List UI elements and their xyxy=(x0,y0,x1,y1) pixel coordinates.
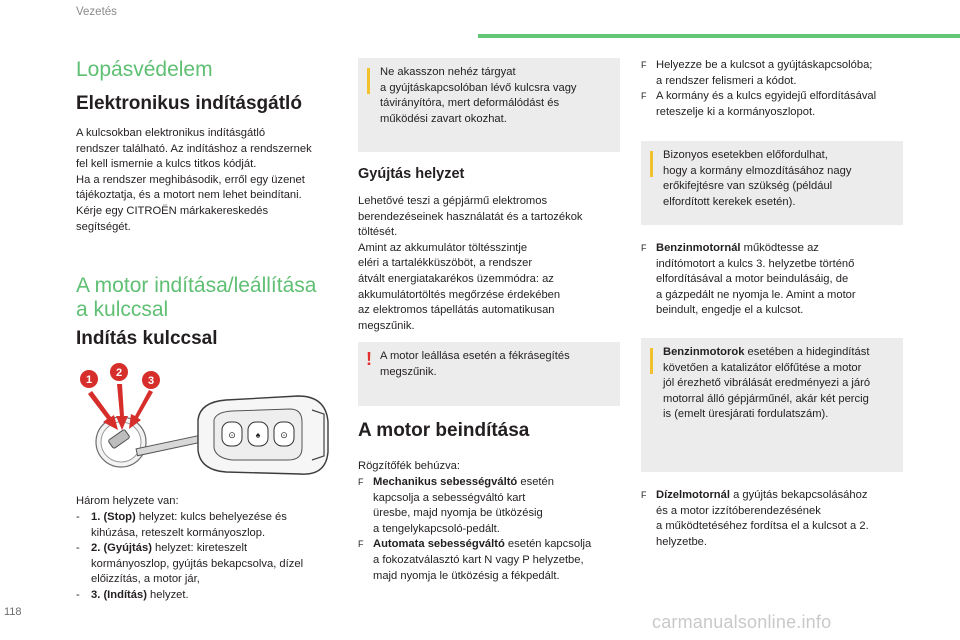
position-text: helyzet: kulcs behelyezése és kihúzása, reteszelt kormányoszlop. xyxy=(91,511,287,539)
info-bar-icon xyxy=(650,348,653,374)
position-item xyxy=(76,510,346,541)
engine-start-intro: Rögzítőfék behúzva: xyxy=(358,460,460,472)
dash-marker: - xyxy=(76,511,80,523)
dash-marker: - xyxy=(76,588,80,601)
key-insert-list xyxy=(641,58,911,120)
positions-intro: Három helyzete van: xyxy=(76,495,179,507)
bullet-icon: F xyxy=(641,91,647,102)
info-box-text: Bizonyos esetekben előfordulhat, hogy a kormány elmozdításához nagy erőkifejtésre van szükség (például elfordított kerekek esetén). xyxy=(663,149,852,208)
info-box-text xyxy=(663,345,895,423)
dash-marker: - xyxy=(76,542,80,555)
item-text: esetén kapcsolja a sebességváltó kart üresbe, majd nyomja be ütközésig a tengelykapcsoló-pedált. xyxy=(373,476,554,535)
svg-text:⊙: ⊙ xyxy=(280,430,288,440)
item-text: esetén kapcsolja a fokozatválasztó kart N vagy P helyzetbe, majd nyomja le ütközésig a fékpedált. xyxy=(373,538,592,582)
position-text: helyzet: kireteszelt kormányoszlop, gyújtás bekapcsolva, dízel előizzítás, a motor jár, xyxy=(91,542,304,586)
list-item xyxy=(641,241,911,319)
page-number: 118 xyxy=(4,606,22,618)
watermark: carmanualsonline.info xyxy=(652,612,832,632)
bullet-icon: F xyxy=(641,60,647,70)
item-label: Benzinmotornál xyxy=(656,242,741,254)
position-item xyxy=(76,541,346,588)
warning-box-brake-assist xyxy=(358,342,620,406)
position-badge-2 xyxy=(110,363,128,381)
item-label: Mechanikus sebességváltó xyxy=(373,476,518,488)
immobiliser-text: A kulcsokban elektronikus indításgátló rendszer található. Az indításhoz a rendszernek fel kell ismernie a kulcs titkos kódját. Ha a rendszer meghibásodik, erről egy üzenet tájékoztatja, és a motort nem lehet beindítani. Kérje egy CITROËN márkakereskedés segítségét. xyxy=(76,127,312,233)
section-color-bar xyxy=(478,34,960,38)
info-box-text: Ne akasszon nehéz tárgyat a gyújtáskapcsolóban lévő kulcsra vagy távirányítóra, mert deformálódást és működési zavart okozhat. xyxy=(380,66,577,125)
position-arrows xyxy=(88,384,153,430)
heading-start-with-key: Indítás kulccsal xyxy=(76,328,218,349)
item-text: A kormány és a kulcs egyidejű elfordításával reteszelje ki a kormányoszlopot. xyxy=(656,90,877,118)
badge-3-label: 3 xyxy=(147,375,155,387)
diesel-start-list xyxy=(641,488,911,550)
position-label: 2. (Gyújtás) xyxy=(91,542,152,555)
ignition-text: Lehetővé teszi a gépjármű elektromos berendezéseinek használatát és a tartozékok töltését. Amint az akkumulátor töltésszintje eléri a tartalékküszöböt, a rendszer átvált energiatakarékos üzemmódra: az akkumulátortöltés megőrzése érdekében az elektromos tápellátás automatikusan megszűnik. xyxy=(358,195,583,332)
item-text: Helyezze be a kulcsot a gyújtáskapcsolóba; a rendszer felismeri a kódot. xyxy=(656,59,873,87)
item-text: a gyújtás bekapcsolásához és a motor izzítóberendezésének a működtetéséhez fordítsa el a kulcsot a 2. helyzetbe. xyxy=(656,489,869,548)
heading-electronic-immobiliser: Elektronikus indításgátló xyxy=(76,93,302,114)
list-item xyxy=(358,475,628,537)
info-label: Benzinmotorok xyxy=(663,346,745,358)
section-title-start-stop-text: A motor indítása/leállítása a kulccsal xyxy=(76,274,317,321)
list-item xyxy=(641,89,911,120)
heading-engine-start: A motor beindítása xyxy=(358,420,530,441)
item-label: Automata sebességváltó xyxy=(373,538,505,551)
engine-start-list xyxy=(358,475,628,584)
position-badge-1 xyxy=(80,370,98,388)
key-ignition-figure xyxy=(76,360,348,478)
position-label: 1. (Stop) xyxy=(91,511,136,523)
bullet-icon: F xyxy=(358,539,364,550)
item-label: Dízelmotornál xyxy=(656,489,730,501)
info-box-steering-effort xyxy=(641,141,903,225)
heading-ignition-position: Gyújtás helyzet xyxy=(358,166,465,182)
badge-2-label: 2 xyxy=(115,367,123,379)
bullet-icon: F xyxy=(358,477,364,487)
svg-text:⊙: ⊙ xyxy=(228,430,236,440)
info-box-catalyst-preheat xyxy=(641,338,903,472)
section-label: Vezetés xyxy=(76,6,117,18)
position-item xyxy=(76,588,346,604)
positions-list xyxy=(76,510,346,604)
item-text: működtesse az indítómotort a kulcs 3. helyzetbe történő elfordításával a motor beindulásáig, de a gázpedált ne nyomja le. Amint a motor beindult, engedje el a kulcsot. xyxy=(656,242,856,317)
position-badge-3 xyxy=(142,371,160,389)
bullet-icon: F xyxy=(641,243,647,253)
bullet-icon: F xyxy=(641,490,647,500)
warning-icon: ! xyxy=(366,349,372,369)
badge-1-label: 1 xyxy=(85,374,93,386)
position-text: helyzet. xyxy=(146,588,189,601)
info-bar-icon xyxy=(367,68,370,94)
position-label: 3. (Indítás) xyxy=(91,588,147,601)
section-title-anti-theft: Lopásvédelem xyxy=(76,58,213,81)
list-item xyxy=(358,537,628,584)
list-item xyxy=(641,58,911,89)
svg-text:♠: ♠ xyxy=(255,430,261,440)
warning-box-text: A motor leállása esetén a fékrásegítés megszűnik. xyxy=(380,350,570,378)
info-box-heavy-objects xyxy=(358,58,620,152)
info-bar-icon xyxy=(650,151,653,177)
list-item xyxy=(641,488,911,550)
petrol-start-list xyxy=(641,241,911,319)
key-remote-icon xyxy=(136,396,328,474)
section-title-start-stop xyxy=(76,274,316,322)
info-text: esetében a hidegindítást követően a katalizátor előfűtése a motor jól érezhető vibrálását eredményezi a járó motorral álló gépjárműnél, akár két percig is (emelt üresjárati fordulatszám). xyxy=(663,346,871,421)
